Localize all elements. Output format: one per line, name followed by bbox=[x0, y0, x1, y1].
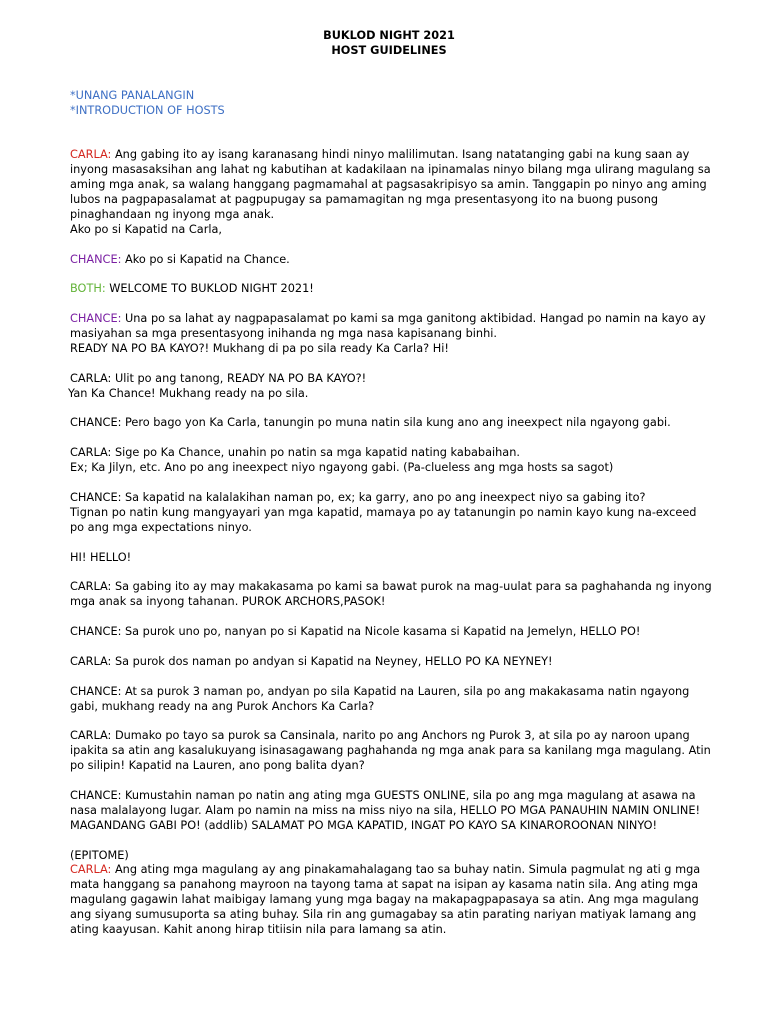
paragraph-epitome bbox=[70, 849, 708, 938]
paragraph-text: CARLA: Sa purok dos naman po andyan si Kapatid na Neyney, HELLO PO KA NEYNEY! bbox=[70, 654, 553, 668]
paragraph-text: Ako po si Kapatid na Chance. bbox=[121, 252, 290, 266]
paragraph bbox=[70, 372, 708, 402]
paragraph bbox=[70, 789, 708, 834]
paragraph bbox=[70, 625, 708, 640]
paragraph-text: mata hanggang sa panahong mayroon na tayong tama at sapat na isipan ay kasama natin sila. Ang ating mga bbox=[70, 878, 699, 892]
paragraph-carla-intro bbox=[70, 148, 711, 237]
paragraph-text: CARLA: Dumako po tayo sa purok sa Cansinala, narito po ang Anchors ng Purok 3, at sila po ay naroon upang bbox=[70, 729, 690, 743]
paragraph-text: Ang gabing ito ay isang karanasang hindi ninyo malilimutan. Isang natatanging gabi na kung saan ay bbox=[111, 148, 690, 162]
speaker-label: BOTH: bbox=[70, 282, 106, 296]
paragraph-text: Tignan po natin kung mangyayari yan mga kapatid, mamaya po ay tatanungin po namin kayo kung na-exceed bbox=[70, 505, 697, 519]
paragraph-text: CHANCE: Sa purok uno po, nanyan po si Kapatid na Nicole kasama si Kapatid na Jemelyn, HELLO PO! bbox=[70, 625, 641, 639]
paragraph-text: CHANCE: Pero bago yon Ka Carla, tanungin po muna natin sila kung ano ang ineexpect nila ngayong gabi. bbox=[70, 416, 671, 430]
paragraph-text: magulang gagawin lahat maibigay lamang yung mga bagay na makapagpapasaya sa atin. Ang mga magulang bbox=[70, 893, 699, 907]
document-title bbox=[70, 29, 708, 59]
title-line-2: HOST GUIDELINES bbox=[331, 43, 447, 57]
paragraph bbox=[70, 580, 712, 610]
paragraph-text: CARLA: Ulit po ang tanong, READY NA PO BA KAYO?! bbox=[70, 371, 367, 385]
paragraph-text: Ang ating mga magulang ay ang pinakamahalagang tao sa buhay natin. Simula pagmulat ng ati g mga bbox=[111, 863, 701, 877]
paragraph bbox=[70, 729, 711, 774]
paragraph-chance-intro bbox=[70, 253, 708, 268]
paragraph-text: CHANCE: Sa kapatid na kalalakihan naman po, ex; ka garry, ano po ang ineexpect niyo sa gabing ito? bbox=[70, 490, 646, 504]
paragraph-text: CHANCE: Kumustahin naman po natin ang ating mga GUESTS ONLINE, sila po ang mga magulang at asawa na bbox=[70, 788, 696, 802]
paragraph-text: Una po sa lahat ay nagpapasalamat po kami sa mga ganitong aktibidad. Hangad po namin na kayo ay bbox=[121, 312, 706, 326]
paragraph-text: CARLA: Sige po Ka Chance, unahin po natin sa mga kapatid nating kababaihan. bbox=[70, 446, 520, 460]
paragraph-text: ipakita sa atin ang kasalukuyang isinasagawang paghahanda ng mga anak para sa kanilang mga magulang. Atin bbox=[70, 744, 711, 758]
paragraph-text: po silipin! Kapatid na Lauren, ano pong balita dyan? bbox=[70, 759, 365, 773]
paragraph bbox=[70, 551, 708, 566]
paragraph-text: gabi, mukhang ready na ang Purok Anchors Ka Carla? bbox=[70, 699, 375, 713]
agenda-item: *INTRODUCTION OF HOSTS bbox=[70, 103, 225, 117]
paragraph-text: aming mga anak, sa walang hanggang pagmamahal at pagsasakripisyo sa amin. Tanggapin po ninyo ang aming bbox=[70, 178, 707, 192]
paragraph-text: WELCOME TO BUKLOD NIGHT 2021! bbox=[105, 282, 314, 296]
speaker-label: CARLA: bbox=[70, 148, 112, 162]
paragraph-text: po ang mga expectations ninyo. bbox=[70, 520, 252, 534]
paragraph-text: HI! HELLO! bbox=[70, 550, 132, 564]
speaker-label: CHANCE: bbox=[70, 252, 122, 266]
paragraph-text: Ako po si Kapatid na Carla, bbox=[70, 222, 222, 236]
section-heading: (EPITOME) bbox=[70, 848, 129, 862]
paragraph-text: CARLA: Sa gabing ito ay may makakasama po kami sa bawat purok na mag-uulat para sa paghahanda ng inyong bbox=[70, 580, 712, 594]
paragraph-both-welcome bbox=[70, 282, 708, 297]
paragraph bbox=[70, 416, 708, 431]
paragraph-text: CHANCE: At sa purok 3 naman po, andyan po sila Kapatid na Lauren, sila po ang makakasama natin ngayong bbox=[70, 684, 690, 698]
paragraph-text: lubos na pagpapasalamat at pagpupugay sa pamamagitan ng mga presentasyong ito na buong pusong bbox=[70, 192, 659, 206]
speaker-label: CHANCE: bbox=[70, 312, 122, 326]
paragraph-text: nasa malalayong lugar. Alam po namin na miss na miss niyo na sila, HELLO PO MGA PANAUHIN NAMIN ONLINE! bbox=[70, 803, 700, 817]
paragraph-text: ang siyang sumusuporta sa ating buhay. Sila rin ang gumagabay sa atin parating nariyan matiyak lamang ang bbox=[70, 908, 697, 922]
paragraph-text: pinaghandaan ng inyong mga anak. bbox=[70, 207, 275, 221]
paragraph bbox=[70, 685, 708, 715]
paragraph-text: READY NA PO BA KAYO?! Mukhang di pa po sila ready Ka Carla? Hi! bbox=[70, 341, 449, 355]
paragraph bbox=[70, 491, 708, 536]
paragraph bbox=[70, 655, 708, 670]
agenda-list bbox=[70, 89, 708, 119]
paragraph-text: inyong masasaksihan ang lahat ng kabutihan at kadakilaan na ipinamalas ninyo bilang mga ulirang magulang sa bbox=[70, 163, 711, 177]
title-line-1: BUKLOD NIGHT 2021 bbox=[323, 29, 455, 42]
paragraph-text: ating kaayusan. Kahit anong hirap titiisin nila para lamang sa atin. bbox=[70, 923, 447, 937]
paragraph-text: Yan Ka Chance! Mukhang ready na po sila. bbox=[68, 386, 309, 400]
paragraph bbox=[70, 446, 708, 476]
paragraph-chance-thanks bbox=[70, 312, 708, 357]
paragraph-text: MAGANDANG GABI PO! (addlib) SALAMAT PO MGA KAPATID, INGAT PO KAYO SA KINAROROONAN NINYO! bbox=[70, 818, 658, 832]
agenda-item: *UNANG PANALANGIN bbox=[70, 88, 195, 102]
paragraph-text: mga anak sa inyong tahanan. PUROK ARCHORS,PASOK! bbox=[70, 595, 386, 609]
speaker-label: CARLA: bbox=[70, 863, 112, 877]
paragraph-text: masiyahan sa mga presentasyong inihanda ng mga nasa kapisanang binhi. bbox=[70, 327, 497, 341]
paragraph-text: Ex; Ka Jilyn, etc. Ano po ang ineexpect niyo ngayong gabi. (Pa-clueless ang mga hosts sa sagot) bbox=[70, 461, 614, 475]
